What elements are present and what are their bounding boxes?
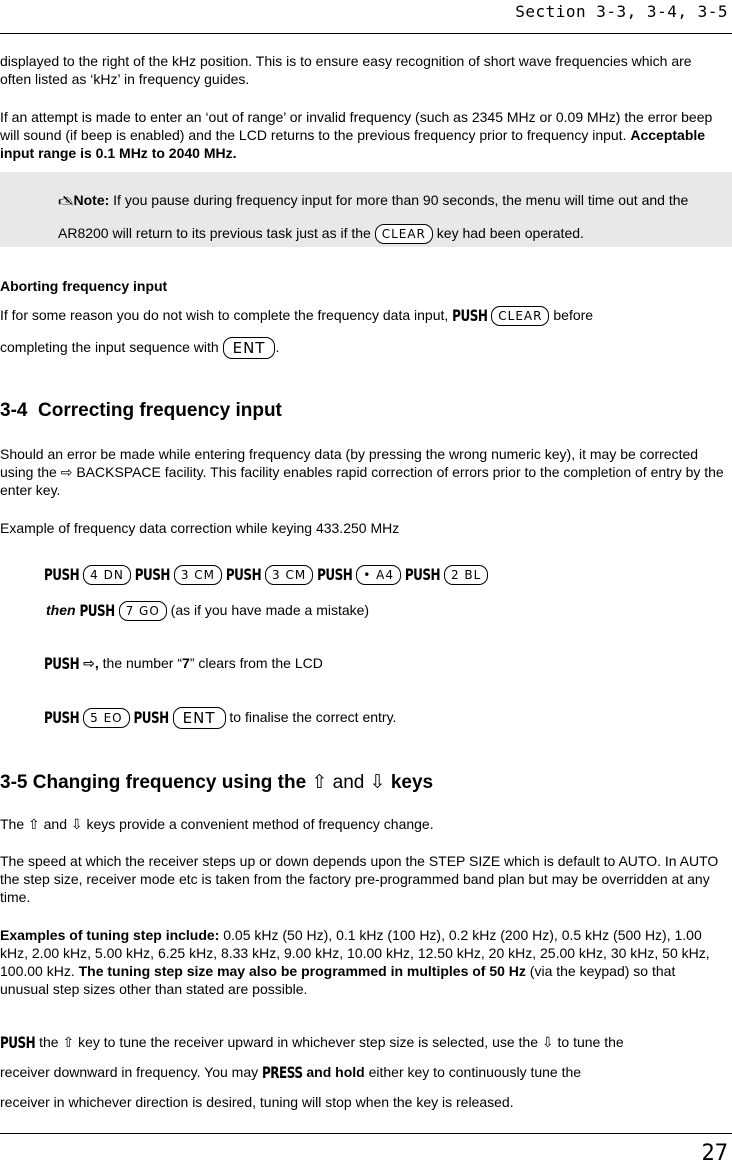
key-3: 3 CM xyxy=(174,565,222,585)
section-3-4-paragraph: Should an error be made while entering frequency data (by pressing the wrong numeric key), it may be corrected using the ⇨ BACKSPACE facility. This facility enables rapid correction of errors prior to the completion of entry by the enter key. xyxy=(0,446,724,498)
push-icon: PUSH xyxy=(44,566,80,585)
finalise-line: PUSH 5 EO PUSH ENT to finalise the correct entry. xyxy=(44,706,396,729)
section-3-4-title: 3-4 Correcting frequency input xyxy=(0,400,282,421)
step-size-paragraph: The speed at which the receiver steps up or down depends upon the STEP SIZE which is default to AUTO. In AUTO the step size, receiver mode etc is taken from the factory pre-programmed band plan but may be overridden at any time. xyxy=(0,853,719,905)
page-number: 27 xyxy=(701,1141,728,1166)
push-icon: PUSH xyxy=(133,709,169,728)
push-icon: PUSH xyxy=(79,602,115,621)
note-icon: 🖎 xyxy=(58,193,74,208)
push-icon: PUSH xyxy=(134,566,170,585)
paragraph-range: If an attempt is made to enter an ‘out of range’ or invalid frequency (such as 2345 MHz or 0.09 MHz) the error beep will sound (if beep is enabled) and the LCD returns to the previous frequency prior to frequency input. Acceptable input range is 0.1 MHz to 2040 MHz. xyxy=(0,109,713,161)
push-icon: PUSH xyxy=(0,1033,36,1052)
key-7: 7 GO xyxy=(119,601,167,621)
push-icon: PUSH xyxy=(317,566,353,585)
section-3-5-title: 3-5 Changing frequency using the ⇧ and ⇩ keys xyxy=(0,772,434,793)
backspace-line: PUSH ⇨, the number “7” clears from the LCD xyxy=(44,652,323,675)
key-dot: • A4 xyxy=(356,565,401,585)
aborting-title: Aborting frequency input xyxy=(0,278,168,294)
key-4: 4 DN xyxy=(83,565,131,585)
note-text: 🖎Note: If you pause during frequency input for more than 90 seconds, the menu will time out and the AR8200 will return to its previous task just as if the CLEAR key had been operated. xyxy=(58,184,723,249)
ent-key: ENT xyxy=(173,707,226,729)
key-3: 3 CM xyxy=(265,565,313,585)
aborting-text: If for some reason you do not wish to complete the frequency data input, PUSH CLEAR before completing the input sequence with ENT . xyxy=(0,300,726,363)
down-arrow-icon: ⇩ xyxy=(369,772,386,793)
section-3-5-intro: The ⇧ and ⇩ keys provide a convenient method of frequency change. xyxy=(0,816,434,832)
tuning-instructions: PUSH the ⇧ key to tune the receiver upward in whichever step size is selected, use the ⇩ to tune the receiver downward in frequency. You may PRESS and hold either key to continuously tune the receiver in whichever direction is desired, tuning will stop when the key is released. xyxy=(0,1028,726,1117)
paragraph-intro: displayed to the right of the kHz position. This is to ensure easy recognition of short wave frequencies which are often listed as ‘kHz’ in frequency guides. xyxy=(0,53,692,87)
press-icon: PRESS xyxy=(262,1063,303,1082)
push-icon: PUSH xyxy=(404,566,441,585)
push-icon: PUSH xyxy=(452,306,488,325)
push-icon: PUSH xyxy=(44,655,80,674)
footer-rule xyxy=(0,1133,732,1134)
range-bold: Acceptable input range is 0.1 MHz to 2040 MHz. xyxy=(0,127,706,161)
section-header: Section 3-3, 3-4, 3-5 xyxy=(515,2,728,21)
example-heading: Example of frequency data correction while keying 433.250 MHz xyxy=(0,520,400,536)
mistake-line: then PUSH 7 GO (as if you have made a mistake) xyxy=(46,599,369,622)
backspace-arrow-icon: ⇨, xyxy=(83,655,99,671)
key-5: 5 EO xyxy=(83,708,129,728)
clear-key: CLEAR xyxy=(491,306,549,326)
ent-key: ENT xyxy=(223,337,276,359)
header-rule xyxy=(0,33,732,34)
key-sequence xyxy=(44,563,724,586)
up-arrow-icon: ⇧ xyxy=(311,772,328,793)
push-icon: PUSH xyxy=(44,709,80,728)
key-2: 2 BL xyxy=(444,565,488,585)
note-box xyxy=(0,172,732,247)
push-icon: PUSH xyxy=(225,566,262,585)
tuning-steps-paragraph: Examples of tuning step include: 0.05 kHz (50 Hz), 0.1 kHz (100 Hz), 0.2 kHz (200 Hz), 0.5 kHz (500 Hz), 1.00 kHz, 2.00 kHz, 5.00 kHz, 6.25 kHz, 8.33 kHz, 9.00 kHz, 10.00 kHz, 12.50 kHz, 20 kHz, 25.00 kHz, 30 kHz, 50 kHz, 100.00 kHz. The tuning step size may also be programmed in multiples of 50 Hz (via the keypad) so that unusual step sizes other than stated are possible. xyxy=(0,927,710,997)
clear-key: CLEAR xyxy=(375,224,433,244)
